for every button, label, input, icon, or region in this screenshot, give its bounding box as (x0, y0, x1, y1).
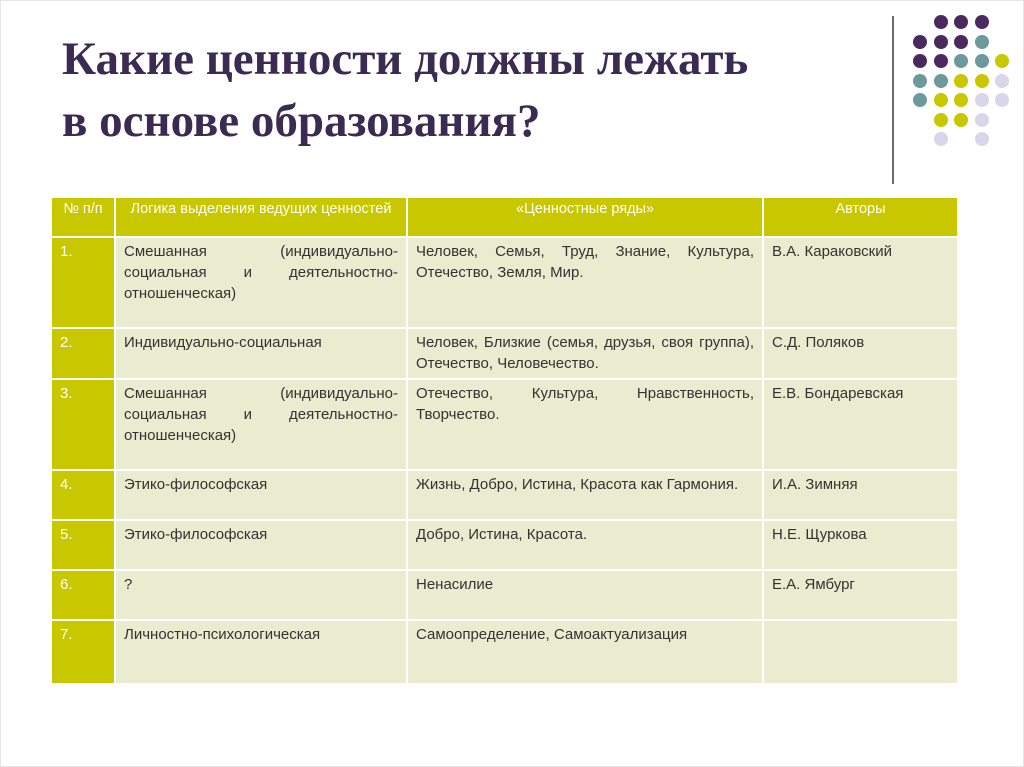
row-authors: С.Д. Поляков (763, 328, 958, 379)
row-authors: Е.А. Ямбург (763, 570, 958, 620)
table-row (51, 620, 958, 684)
row-authors: Н.Е. Щуркова (763, 520, 958, 570)
row-logic: Смешанная (индивидуально-социальная и деятельностно-отношенческая) (115, 237, 407, 328)
row-authors: И.А. Зимняя (763, 470, 958, 520)
row-num: 5. (51, 520, 115, 570)
row-num: 7. (51, 620, 115, 684)
table-row (51, 470, 958, 520)
header-num: № п/п (51, 197, 115, 237)
row-logic: Этико-философская (115, 520, 407, 570)
title-line-2: в основе образования? (62, 95, 541, 147)
row-authors: В.А. Караковский (763, 237, 958, 328)
row-logic: Этико-философская (115, 470, 407, 520)
row-values: Отечество, Культура, Нравственность, Творчество. (407, 379, 763, 470)
title-divider (892, 16, 894, 184)
title-line-1: Какие ценности должны лежать (62, 33, 749, 85)
row-values: Ненасилие (407, 570, 763, 620)
slide-title (62, 28, 902, 152)
row-values: Жизнь, Добро, Истина, Красота как Гармония. (407, 470, 763, 520)
row-num: 4. (51, 470, 115, 520)
table-header-row (51, 197, 958, 237)
values-table (50, 196, 959, 685)
table-row (51, 520, 958, 570)
header-authors: Авторы (763, 197, 958, 237)
row-values: Добро, Истина, Красота. (407, 520, 763, 570)
table-row (51, 328, 958, 379)
row-num: 1. (51, 237, 115, 328)
row-num: 6. (51, 570, 115, 620)
row-logic: Индивидуально-социальная (115, 328, 407, 379)
row-values: Человек, Семья, Труд, Знание, Культура, Отечество, Земля, Мир. (407, 237, 763, 328)
row-num: 3. (51, 379, 115, 470)
row-logic: Личностно-психологическая (115, 620, 407, 684)
row-num: 2. (51, 328, 115, 379)
row-logic: Смешанная (индивидуально-социальная и деятельностно-отношенческая) (115, 379, 407, 470)
table-row (51, 237, 958, 328)
header-logic: Логика выделения ведущих ценностей (115, 197, 407, 237)
row-values: Самоопределение, Самоактуализация (407, 620, 763, 684)
table-row (51, 379, 958, 470)
row-logic: ? (115, 570, 407, 620)
header-values: «Ценностные ряды» (407, 197, 763, 237)
row-authors (763, 620, 958, 684)
row-authors: Е.В. Бондаревская (763, 379, 958, 470)
table-row (51, 570, 958, 620)
row-values: Человек, Близкие (семья, друзья, своя группа), Отечество, Человечество. (407, 328, 763, 379)
values-table-container (50, 196, 957, 685)
